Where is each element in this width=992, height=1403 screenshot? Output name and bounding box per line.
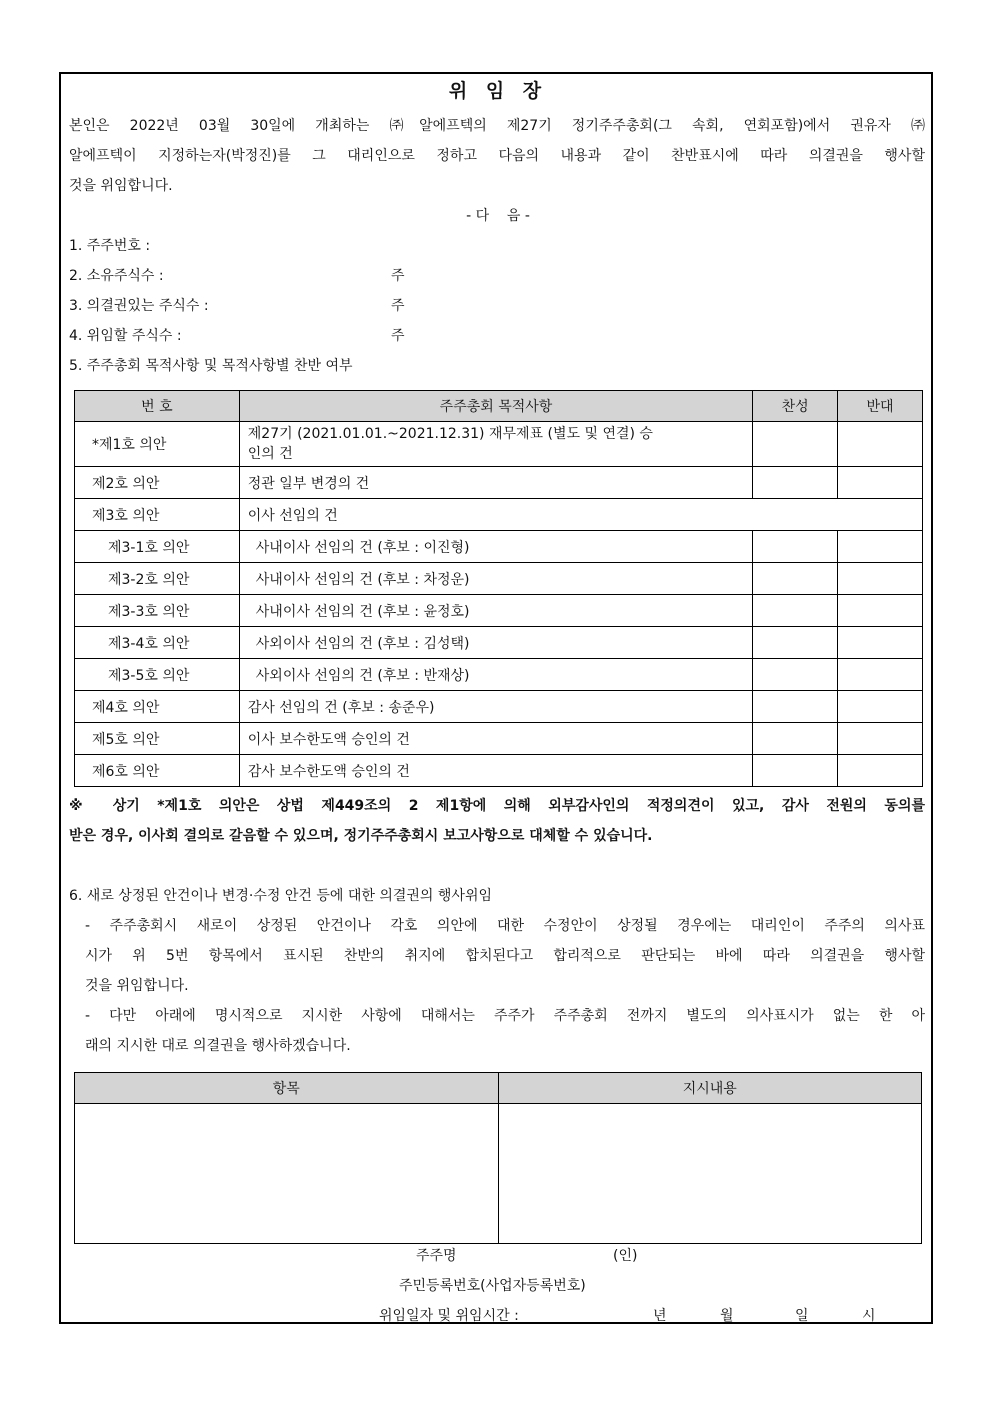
- agenda-item: 이사 선임의 건: [239, 499, 922, 531]
- field-shareholder-number: 1. 주주번호 :: [69, 238, 151, 254]
- item-cell[interactable]: [75, 1104, 499, 1244]
- oppose-cell[interactable]: [838, 422, 923, 467]
- id-number-label: 주민등록번호(사업자등록번호): [399, 1278, 586, 1294]
- section-6-line-4: - 다만 아래에 명시적으로 지시한 사항에 대해서는 주주가 주주총회 전까지 별도의 의사표시가 없는 한 아: [85, 1008, 925, 1024]
- oppose-cell[interactable]: [838, 691, 923, 723]
- agenda-item: 감사 보수한도액 승인의 건: [239, 755, 752, 787]
- intro-line-3: 것을 위임합니다.: [69, 178, 173, 194]
- agenda-table: [74, 390, 923, 787]
- approve-cell[interactable]: [753, 467, 838, 499]
- field-delegated-shares: 4. 위임할 주식수 :: [69, 328, 182, 344]
- table-row: [75, 723, 923, 755]
- approve-cell[interactable]: [753, 422, 838, 467]
- agenda-item: 사외이사 선임의 건 (후보 : 반재상): [239, 659, 752, 691]
- agenda-number: 제3-5호 의안: [75, 659, 240, 691]
- note-line-2: 받은 경우, 이사회 결의로 갈음할 수 있으며, 정기주주총회시 보고사항으로 대체할 수 있습니다.: [69, 828, 653, 844]
- instruction-header-row: [75, 1073, 922, 1104]
- header-number: 번 호: [75, 391, 240, 422]
- delegation-date-label: 위임일자 및 위임시간 :: [379, 1308, 519, 1324]
- header-item: 항목: [75, 1073, 499, 1104]
- agenda-number: 제3-1호 의안: [75, 531, 240, 563]
- agenda-item: 정관 일부 변경의 건: [239, 467, 752, 499]
- field-voting-shares-unit: 주: [391, 298, 405, 314]
- table-row: [75, 627, 923, 659]
- separator: - 다 음 -: [466, 208, 530, 224]
- agenda-number: 제6호 의안: [75, 755, 240, 787]
- table-row: [75, 467, 923, 499]
- oppose-cell[interactable]: [838, 467, 923, 499]
- agenda-number: 제2호 의안: [75, 467, 240, 499]
- agenda-number: 제3-4호 의안: [75, 627, 240, 659]
- table-row: [75, 563, 923, 595]
- approve-cell[interactable]: [753, 723, 838, 755]
- section-6-heading: 6. 새로 상정된 안건이나 변경·수정 안건 등에 대한 의결권의 행사위임: [69, 888, 493, 904]
- instruction-cell[interactable]: [498, 1104, 922, 1244]
- table-row: [75, 595, 923, 627]
- header-agenda: 주주총회 목적사항: [239, 391, 752, 422]
- section-6-line-3: 것을 위임합니다.: [85, 978, 189, 994]
- section-6-line-2: 시가 위 5번 항목에서 표시된 찬반의 취지에 합치된다고 합리적으로 판단되는 바에 따라 의결권을 행사할: [85, 948, 925, 964]
- instruction-row: [75, 1104, 922, 1244]
- oppose-cell[interactable]: [838, 723, 923, 755]
- approve-cell[interactable]: [753, 563, 838, 595]
- oppose-cell[interactable]: [838, 531, 923, 563]
- agenda-item: 사내이사 선임의 건 (후보 : 이진형): [239, 531, 752, 563]
- section-6-line-1: - 주주총회시 새로이 상정된 안건이나 각호 의안에 대한 수정안이 상정될 경우에는 대리인이 주주의 의사표: [85, 918, 925, 934]
- page-title: 위 임 장: [448, 80, 548, 102]
- header-instruction: 지시내용: [498, 1073, 922, 1104]
- approve-cell[interactable]: [753, 755, 838, 787]
- table-row: [75, 755, 923, 787]
- approve-cell[interactable]: [753, 659, 838, 691]
- field-owned-shares: 2. 소유주식수 :: [69, 268, 164, 284]
- table-row: [75, 531, 923, 563]
- table-row: [75, 422, 923, 467]
- proxy-form: [59, 72, 933, 1324]
- approve-cell[interactable]: [753, 595, 838, 627]
- table-row: [75, 691, 923, 723]
- agenda-item: 사외이사 선임의 건 (후보 : 김성택): [239, 627, 752, 659]
- day-label: 일: [795, 1308, 809, 1324]
- agenda-item-line-1: 제27기 (2021.01.01.~2021.12.31) 재무제표 (별도 및 연결) 승: [247, 426, 653, 442]
- field-delegated-shares-unit: 주: [391, 328, 405, 344]
- oppose-cell[interactable]: [838, 627, 923, 659]
- oppose-cell[interactable]: [838, 755, 923, 787]
- hour-label: 시: [862, 1308, 876, 1324]
- month-label: 월: [720, 1308, 734, 1324]
- note-line-1: ※ 상기 *제1호 의안은 상법 제449조의 2 제1항에 의해 외부감사인의 적정의견이 있고, 감사 전원의 동의를: [69, 798, 925, 814]
- header-approve: 찬성: [753, 391, 838, 422]
- table-row: [75, 659, 923, 691]
- instruction-table: [74, 1072, 922, 1244]
- agenda-number: 제3호 의안: [75, 499, 240, 531]
- agenda-number: 제3-2호 의안: [75, 563, 240, 595]
- approve-cell[interactable]: [753, 531, 838, 563]
- agenda-item: 감사 선임의 건 (후보 : 송준우): [239, 691, 752, 723]
- year-label: 년: [653, 1308, 667, 1324]
- oppose-cell[interactable]: [838, 595, 923, 627]
- approve-cell[interactable]: [753, 627, 838, 659]
- approve-cell[interactable]: [753, 691, 838, 723]
- agenda-item: [239, 422, 752, 467]
- section-6-line-5: 래의 지시한 대로 의결권을 행사하겠습니다.: [85, 1038, 351, 1054]
- shareholder-name-label: 주주명: [416, 1248, 457, 1264]
- agenda-item: 이사 보수한도액 승인의 건: [239, 723, 752, 755]
- agenda-number: 제3-3호 의안: [75, 595, 240, 627]
- agenda-item: 사내이사 선임의 건 (후보 : 윤정호): [239, 595, 752, 627]
- section-5-heading: 5. 주주총회 목적사항 및 목적사항별 찬반 여부: [69, 358, 353, 374]
- field-voting-shares: 3. 의결권있는 주식수 :: [69, 298, 209, 314]
- oppose-cell[interactable]: [838, 563, 923, 595]
- agenda-item-line-2: 인의 건: [247, 446, 293, 462]
- field-owned-shares-unit: 주: [391, 268, 405, 284]
- agenda-item: 사내이사 선임의 건 (후보 : 차정운): [239, 563, 752, 595]
- intro-line-2: 알에프텍이 지정하는자(박정진)를 그 대리인으로 정하고 다음의 내용과 같이 찬반표시에 따라 의결권을 행사할: [69, 148, 925, 164]
- agenda-number: *제1호 의안: [75, 422, 240, 467]
- oppose-cell[interactable]: [838, 659, 923, 691]
- table-row: [75, 499, 923, 531]
- header-oppose: 반대: [838, 391, 923, 422]
- intro-line-1: 본인은 2022년 03월 30일에 개최하는 ㈜알에프텍의 제27기 정기주주총회(그 속회, 연회포함)에서 권유자 ㈜: [69, 118, 925, 134]
- agenda-header-row: [75, 391, 923, 422]
- agenda-number: 제5호 의안: [75, 723, 240, 755]
- seal-mark: (인): [613, 1248, 638, 1264]
- agenda-number: 제4호 의안: [75, 691, 240, 723]
